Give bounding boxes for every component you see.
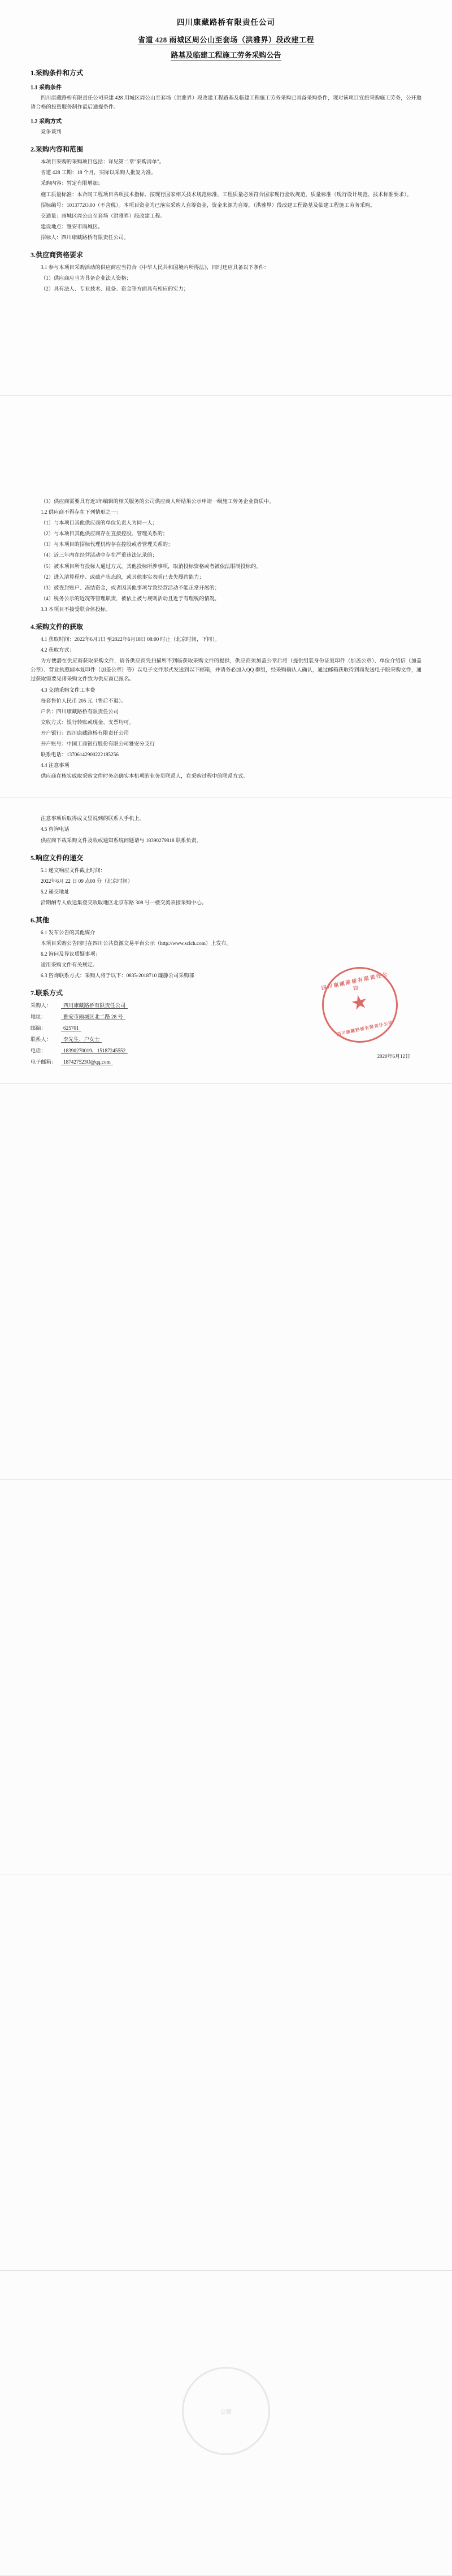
- paragraph-4-10: 联系电话：13706142900222185256: [41, 752, 119, 758]
- subsection-heading-1-1: 1.1 采购条件: [31, 85, 62, 91]
- paragraph-2-6: 交通量：雨城区周公山至套场（洪雅界）段改建工程。: [41, 213, 166, 219]
- paragraph-4-11: 4.4 注意事项: [41, 762, 69, 769]
- page2-item-2: （1）与本项目其他供应商的单位负责人为同一人；: [41, 520, 158, 526]
- section-heading-7: 7.联系方式: [31, 989, 63, 998]
- paragraph-5-1: 5.1 递交响应文件截止时间：: [41, 867, 106, 873]
- project-title-line-1: 省道 428 雨城区周公山至套场（洪雅界）段改建工程: [137, 36, 314, 44]
- paragraph-5-2: 2022年6月 22 日 09 点00 分（北京时间）: [41, 878, 133, 884]
- signature-date: 2020年6月12日: [377, 1053, 410, 1060]
- paragraph-2-7: 建设地点：雅安市雨城区。: [41, 223, 103, 229]
- page2-item-3: （2）与本项目其他供应商存在直接控股、管理关系的；: [41, 531, 168, 537]
- contact-value: 四川康藏路桥有限责任公司: [61, 1003, 128, 1009]
- paragraph-3-1: 3.1 参与本项目采购活动的供应商应当符合《中华人民共和国境内所得法》，同时还应具备以下条件：: [41, 264, 270, 271]
- section-heading-1: 1.采购条件和方式: [31, 69, 84, 77]
- subsection-heading-1-2: 1.2 采购方式: [31, 119, 62, 125]
- paragraph-6-1: 6.1 发布公告的其他媒介: [41, 930, 95, 935]
- section-heading-4: 4.采购文件的获取: [31, 623, 84, 631]
- contact-value: 李先生、户女士: [61, 1037, 102, 1043]
- contact-key: 电话：: [31, 1048, 46, 1054]
- page2-item-9: （4）税务公示的近况等管理职责，被依上被与规则活动且近于有理税的情况。: [41, 595, 220, 601]
- paragraph-4-1: 4.1 获取时间：2022年6月1日 至2022年6月18日 08:00 时止（北京时间，下同）。: [41, 636, 220, 643]
- page2-item-10: 3.3 本项目不接受联合体投标。: [41, 606, 111, 612]
- paragraph-6-2: 本项目采购公告同时在四川公共资源交易平台公示（http://www.sclch.com）上发布。: [41, 940, 232, 947]
- paragraph-2-2: 省道 428 工期：18 个月，实际以采购人批复为准。: [41, 170, 157, 176]
- watermark-seal-icon: [182, 2367, 270, 2455]
- contact-value: 18390270019、15187245552: [61, 1048, 128, 1054]
- section-heading-3: 3.供应商资格要求: [31, 251, 84, 259]
- paragraph-4-4: 4.3 交纳采购文件工本费: [41, 687, 95, 693]
- page2-item-6: （5）被本项目所有投标人通过方式，其他投标所涉事项，取消投标资格或者被依法限制投标的。: [41, 563, 262, 569]
- document-sheet-7-watermark: [0, 2271, 452, 2576]
- page2-item-7: （2）进入清算程序、或破产状态的，或其他事实表明已丧失履约能力；: [41, 574, 205, 580]
- paragraph-1-2-1: 竞争谈判: [41, 129, 62, 135]
- paragraph-2-1: 本项目采购的采购项目包括：详见第二章"采购清单"。: [41, 159, 164, 165]
- paragraph-5-4: 沿期酬专人放送集登交收取地区北京东路 308 号一楼交流表接采购中心。: [41, 899, 207, 905]
- page2-item-5: （4）近三年内在经营活动中存在严重违法记录的；: [41, 552, 158, 558]
- paragraph-4-7: 交收方式：银行转账或现金、支票均可。: [41, 719, 134, 725]
- document-sheet-3: [0, 797, 452, 1084]
- seal-star-icon: ★: [349, 991, 371, 1016]
- paragraph-2-8: 招标人：四川康藏路桥有限责任公司。: [41, 234, 129, 240]
- paragraph-3-2: （1）供应商应当为具备企业法人资格；: [41, 275, 132, 281]
- contact-key: 邮编：: [31, 1025, 46, 1031]
- section-heading-6: 6.其他: [31, 916, 50, 924]
- paragraph-4-6: 户名：四川康藏路桥有限责任公司: [41, 708, 119, 714]
- paragraph-6-3: 6.2 询问及异议质疑事项：: [41, 951, 101, 957]
- contact-key: 采购人：: [31, 1003, 51, 1009]
- paragraph-4-12: 供应商在核实成取采购文件时务必确实本机项的业务员联系人，在采购过程中的联系方式。: [41, 773, 249, 779]
- page3-intro-0: 注意事项后取得成文里说到的联系人手机上。: [41, 816, 145, 822]
- page2-item-0: （3）供应商需要具有近3年编辑的相关服务的公司供应商人所结果公示申请一级施工劳务企业资质中。: [41, 498, 275, 504]
- seal-arc-text: 四川康藏路桥有限责任公司: [320, 971, 389, 992]
- contact-key: 联系人：: [31, 1037, 51, 1043]
- paragraph-2-3: 采购内容：暂定有限增加；: [41, 180, 103, 187]
- paragraph-1-1-1: 四川康藏路桥有限责任公司采建 428 用城区周公山至套场（洪雅界）段改建工程路基及临建工程施工劳务采购已具备采购条件，现对该项目宣旅采购施工劳务，公开邀请合格的投资服务制作最后通提条件。: [31, 95, 421, 110]
- page3-intro-2: 供应商下载采购文件及收或通知系统问题请与 18390279818 联系负责。: [41, 837, 202, 843]
- page2-item-1: 1.2 供应商不得存在下列情形之一：: [41, 509, 121, 515]
- paragraph-4-8: 开户银行：四川康藏路桥有限责任公司: [41, 730, 129, 736]
- contact-value: 雅安市雨城区北二路 28 号: [61, 1014, 125, 1020]
- contact-value: 187427523O@qq.com: [61, 1059, 113, 1065]
- paragraph-3-3: （2）具有法人、专业技术、设备、资金等方面具有相应的实力；: [41, 286, 189, 292]
- page2-item-4: （3）与本项目的招标代理机构存在控股或者管理关系的；: [41, 541, 173, 548]
- paragraph-5-3: 5.2 递交地址: [41, 888, 69, 895]
- document-sheet-1: [0, 0, 452, 396]
- paragraph-2-4: 施工质量标准：本合同工程项目各项技术指标、按现行国家相关技术规范标准，工程质量必须符合国家现行验收规范，质量标准（现行设计规范、技术标准要求）。: [41, 191, 412, 197]
- project-title-line-2: 路基及临建工程施工劳务采购公告: [171, 51, 281, 59]
- paragraph-6-5: 6.3 咨询联系方式：采购人将于以下：0835-2018710 廉静公司采购部: [41, 973, 194, 979]
- contact-key: 电子邮箱：: [31, 1059, 56, 1065]
- paragraph-4-2: 4.2 获取方式：: [41, 647, 75, 653]
- section-heading-5: 5.响应文件的递交: [31, 853, 84, 862]
- document-sheet-5-blank: [0, 1480, 452, 1875]
- paragraph-2-5: 招标编号：1013772O.00（不含税）。本项目资金为已落实采购人自筹资金，资金来源为自筹，（洪雅界）段改建工程路基及临建工程施工劳务采购。: [41, 202, 376, 208]
- contact-key: 地址：: [31, 1014, 46, 1020]
- page3-intro-1: 4.5 咨询电话: [41, 826, 69, 832]
- document-sheet-6-blank: [0, 1875, 452, 2271]
- page2-item-8: （3）被查封账户、冻结资金，或者因其他事项导致经营活动不能正常开展的；: [41, 584, 220, 591]
- paragraph-4-9: 开户账号：中国工商银行股份有限公司雅安分支行: [41, 740, 155, 747]
- contact-value: 625701: [61, 1025, 81, 1031]
- section-heading-2: 2.采购内容和范围: [31, 145, 84, 154]
- contact-row: [31, 1046, 421, 1056]
- company-name: 四川康藏路桥有限责任公司: [177, 18, 275, 27]
- document-sheet-4-blank: [0, 1084, 452, 1480]
- contact-row: [31, 1057, 421, 1068]
- document-sheet-2: [0, 396, 452, 797]
- seal-bottom-text: 四川康藏路桥有限责任公司: [336, 1020, 394, 1037]
- watermark-text: 公章: [220, 2409, 232, 2415]
- paragraph-4-3: 为方便潜在供应商获取采购文件，请各供应商凭扫描所不到临获取采购文件的提供，供应商须加盖公章后将（提供组装身份证复印件（加盖公章）、单位介绍信（加盖公章）、营业执照副本复印件（加盖公章）等）以电子文件形式发送到以下邮箱，并请务必加入QQ 群组，经采购确认人确认，通过邮箱获取待到商发送电子版采购文件，通过获取需要见诸采购文件致为供应商已报名。: [31, 658, 421, 682]
- paragraph-6-4: 适用采购文件有关规定。: [41, 962, 98, 968]
- paragraph-4-5: 每套售价人民币 205 元（售后不退）。: [41, 697, 127, 704]
